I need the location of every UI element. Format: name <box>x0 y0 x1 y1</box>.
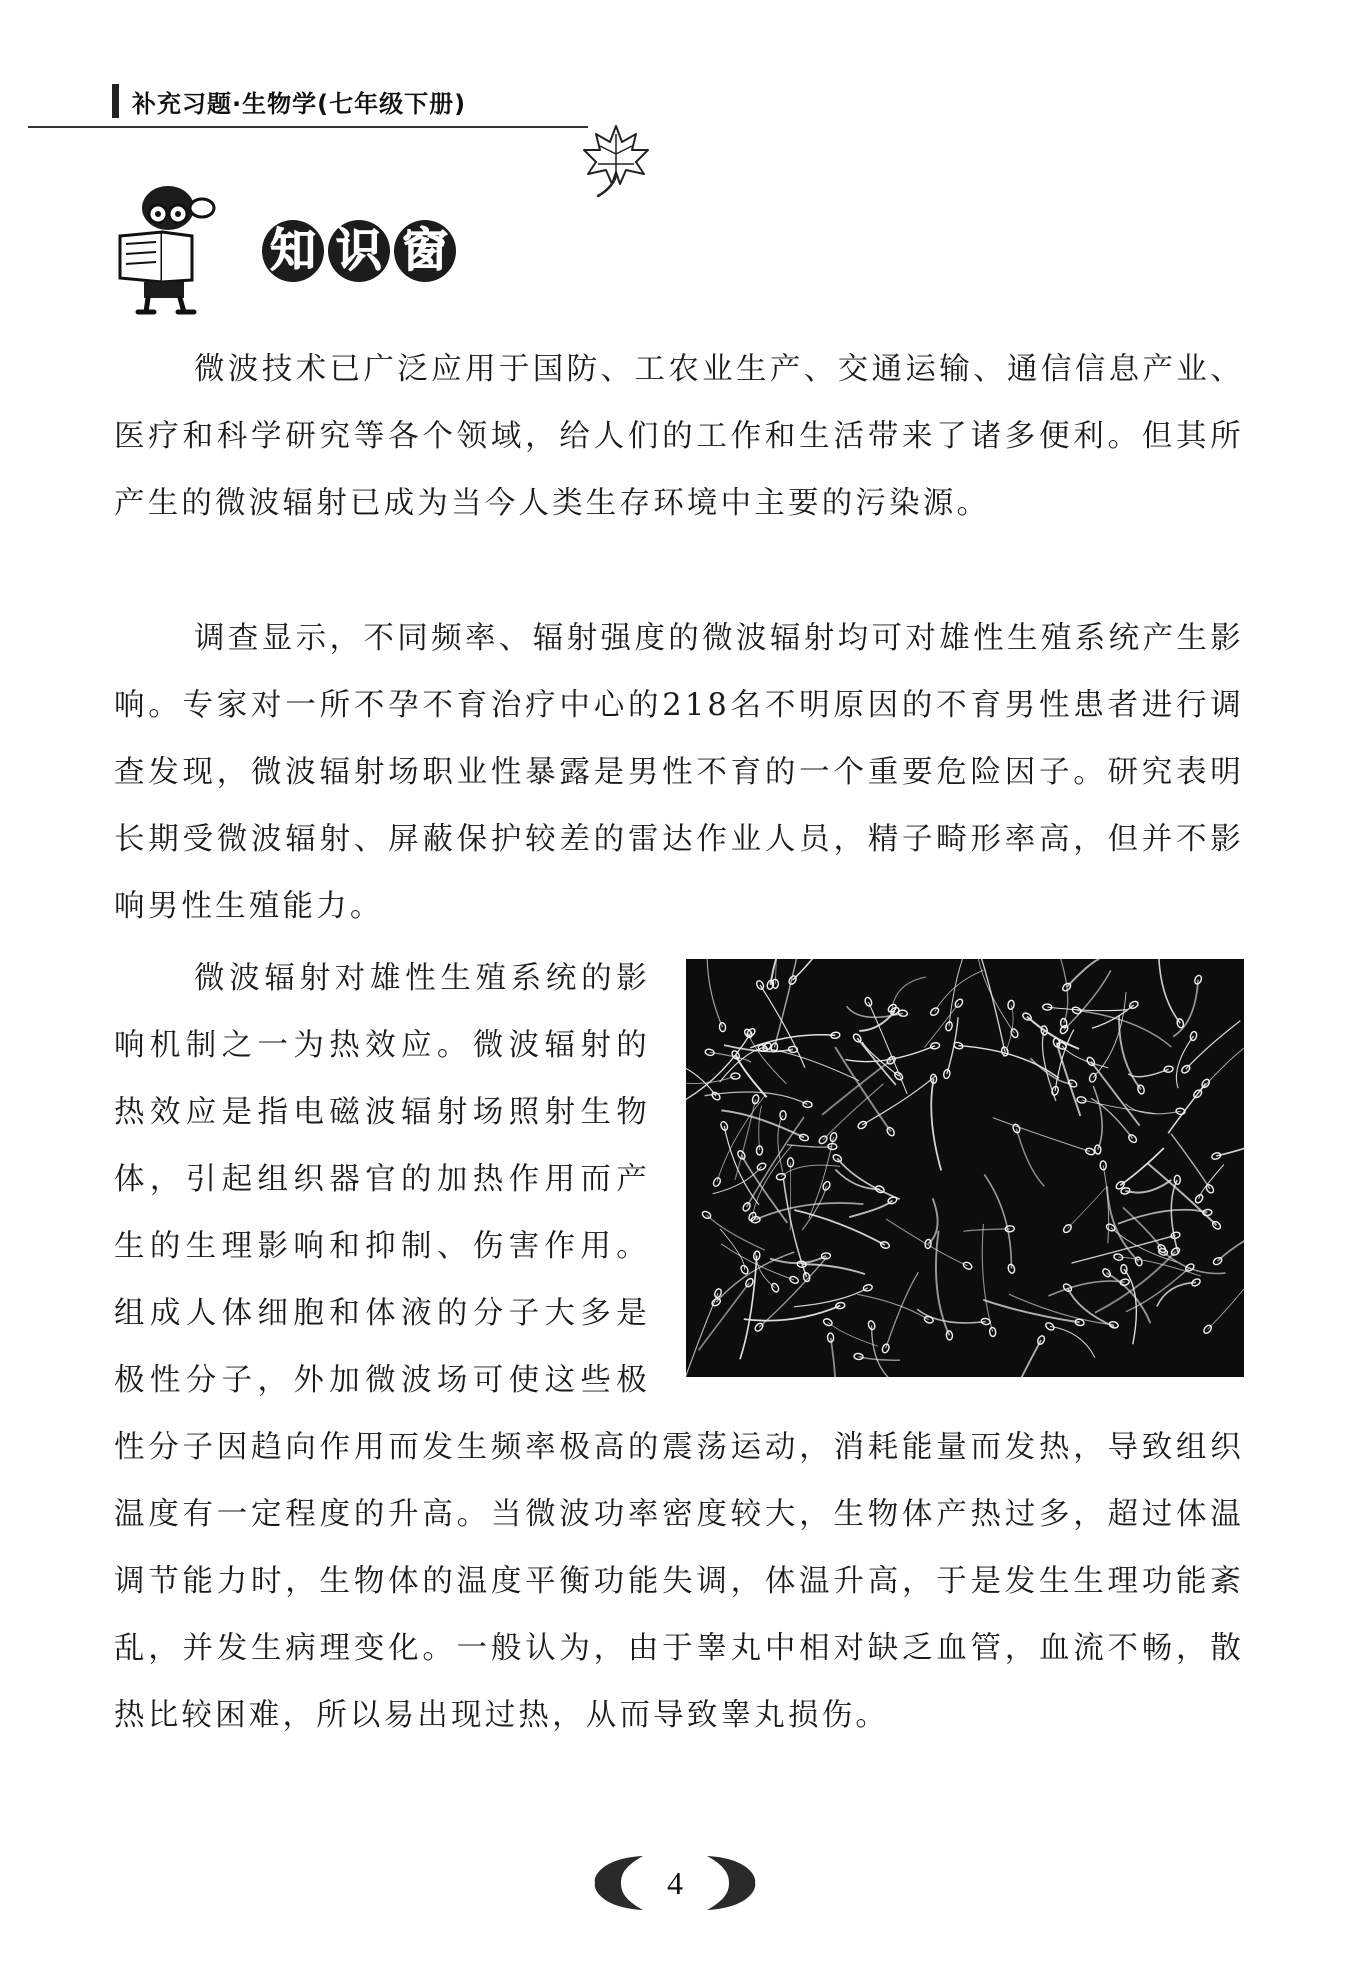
heading-char-2: 识 <box>328 220 390 282</box>
header-bar <box>112 84 119 118</box>
section-heading <box>262 220 456 282</box>
paragraph-2: 调查显示，不同频率、辐射强度的微波辐射均可对雄性生殖系统产生影响。专家对一所不孕不育治疗中心的218名不明原因的不育男性患者进行调查发现，微波辐射场职业性暴露是男性不育的一个重要危险因子。研究表明长期受微波辐射、屏蔽保护较差的雷达作业人员，精子畸形率高，但并不影响男性生殖能力。 <box>114 621 1244 924</box>
heading-char-1: 知 <box>262 220 324 282</box>
sperm-micrograph-image <box>686 959 1244 1377</box>
heading-char-3: 窗 <box>394 220 456 282</box>
reading-kid-icon <box>100 178 240 318</box>
maple-leaf-icon <box>576 120 656 200</box>
paragraph-1: 微波技术已广泛应用于国防、工农业生产、交通运输、通信信息产业、医疗和科学研究等各个领域，给人们的工作和生活带来了诸多便利。但其所产生的微波辐射已成为当今人类生存环境中主要的污染源。 <box>114 352 1244 521</box>
page-number-badge <box>585 1850 765 1916</box>
running-header <box>28 70 628 130</box>
header-rule <box>28 126 588 128</box>
paragraph-3: 微波辐射对雄性生殖系统的影响机制之一为热效应。微波辐射的热效应是指电磁波辐射场照射生物体，引起组织器官的加热作用而产生的生理影响和抑制、伤害作用。组成人体细胞和体液的分子大多是极性分子，外加微波场可使这些极性分子因趋向作用而发生频率极高的震荡运动，消耗能量而发热，导致组织温度有一定程度的升高。当微波功率密度较大，生物体产热过多，超过体温调节能力时，生物体的温度平衡功能失调，体温升高，于是发生生理功能紊乱，并发生病理变化。一般认为，由于睾丸中相对缺乏血管，血流不畅，散热比较困难，所以易出现过热，从而导致睾丸损伤。 <box>114 961 1244 1733</box>
header-title: 补充习题·生物学(七年级下册) <box>132 90 467 118</box>
paragraph-3-block <box>114 945 1244 1749</box>
page-number: 4 <box>667 1865 683 1901</box>
